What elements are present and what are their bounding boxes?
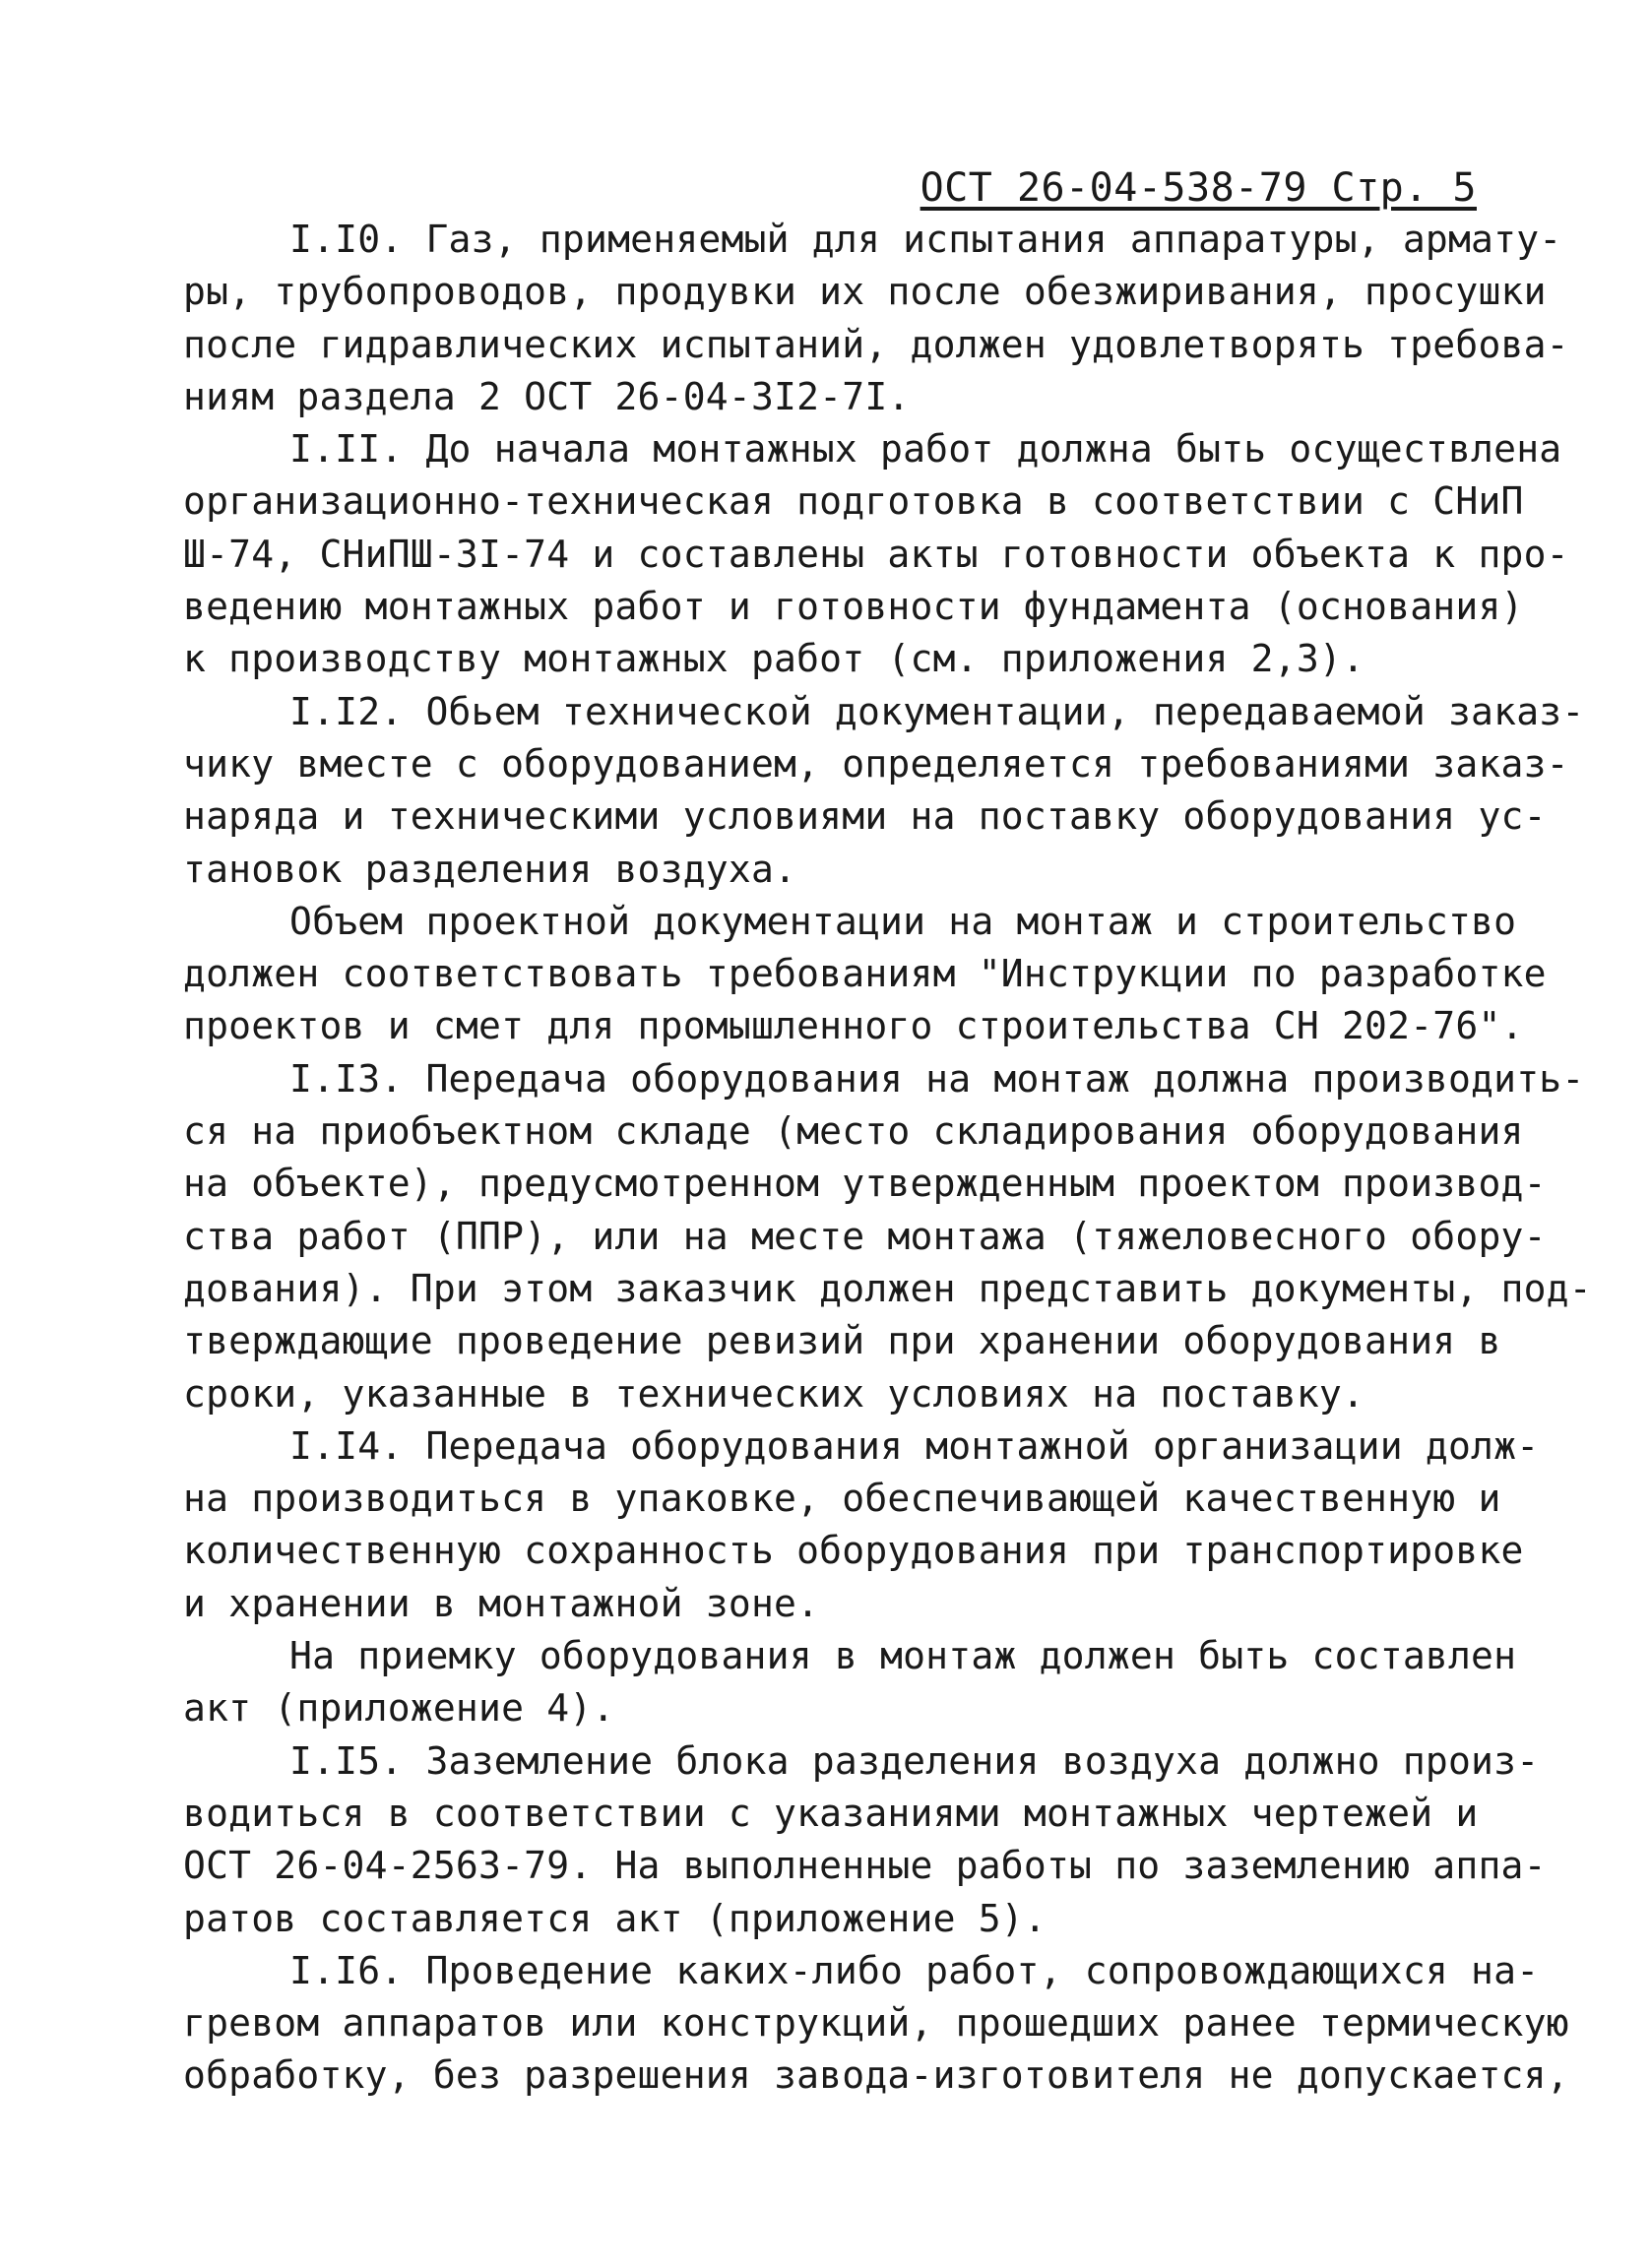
text-line: I.I0. Газ, применяемый для испытания аппаратуры, армату- (289, 218, 1562, 261)
text-line: тановок разделения воздуха. (183, 847, 797, 891)
text-line: на объекте), предусмотренном утвержденным проектом производ- (183, 1162, 1547, 1206)
text-line: I.I5. Заземление блока разделения воздуха должно произ- (289, 1738, 1540, 1783)
text-line: дования). При этом заказчик должен представить документы, под- (183, 1266, 1592, 1310)
text-line: и хранении в монтажной зоне. (183, 1581, 820, 1625)
text-line: акт (приложение 4). (183, 1686, 615, 1731)
page-header: ОСТ 26-04-538-79 Стр. 5 (920, 165, 1477, 211)
text-line: организационно-техническая подготовка в соответствии с СНиП (183, 479, 1524, 524)
text-line: ратов составляется акт (приложение 5). (183, 1896, 1047, 1940)
text-line: после гидравлических испытаний, должен удовлетворять требова- (183, 322, 1569, 366)
text-line: ства работ (ППР), или на месте монтажа (тяжеловесного обору- (183, 1214, 1547, 1258)
text-line: I.II. До начала монтажных работ должна быть осуществлена (289, 427, 1562, 472)
document-body (183, 214, 1592, 2103)
text-line: проектов и смет для промышленного строительства СН 202-76". (183, 1004, 1524, 1048)
text-line: чику вместе с оборудованием, определяется требованиями заказ- (183, 741, 1569, 786)
text-line: ниям раздела 2 ОСТ 26-04-3I2-7I. (183, 374, 911, 418)
text-line: На приемку оборудования в монтаж должен быть составлен (289, 1634, 1517, 1678)
text-line: Объем проектной документации на монтаж и строительство (289, 899, 1517, 943)
text-line: ОСТ 26-04-2563-79. На выполненные работы по заземлению аппа- (183, 1844, 1547, 1888)
text-line: сроки, указанные в технических условиях на поставку. (183, 1371, 1365, 1416)
text-line: I.I2. Обьем технической документации, передаваемой заказ- (289, 689, 1585, 733)
text-line: должен соответствовать требованиям "Инструкции по разработке (183, 952, 1547, 996)
text-line: к производству монтажных работ (см. приложения 2,3). (183, 637, 1365, 681)
text-line: на производиться в упаковке, обеспечивающей качественную и (183, 1477, 1501, 1521)
text-line: I.I3. Передача оборудования на монтаж должна производить- (289, 1056, 1585, 1101)
text-line: наряда и техническими условиями на поставку оборудования ус- (183, 794, 1547, 839)
text-line: Ш-74, СНиПШ-3I-74 и составлены акты готовности объекта к про- (183, 532, 1569, 576)
text-line: I.I4. Передача оборудования монтажной организации долж- (289, 1423, 1540, 1468)
text-line: обработку, без разрешения завода-изготовителя не допускается, (183, 2053, 1569, 2098)
text-line: I.I6. Проведение каких-либо работ, сопровождающихся на- (289, 1948, 1540, 1992)
text-line: водиться в соответствии с указаниями монтажных чертежей и (183, 1791, 1479, 1835)
text-line: гревом аппаратов или конструкций, прошедших ранее термическую (183, 2001, 1569, 2046)
text-line: ры, трубопроводов, продувки их после обезжиривания, просушки (183, 270, 1547, 314)
text-line: количественную сохранность оборудования при транспортировке (183, 1529, 1524, 1573)
text-line: тверждающие проведение ревизий при хранении оборудования в (183, 1319, 1501, 1363)
text-line: ведению монтажных работ и готовности фундамента (основания) (183, 585, 1524, 629)
text-line: ся на приобъектном складе (место складирования оборудования (183, 1109, 1524, 1154)
